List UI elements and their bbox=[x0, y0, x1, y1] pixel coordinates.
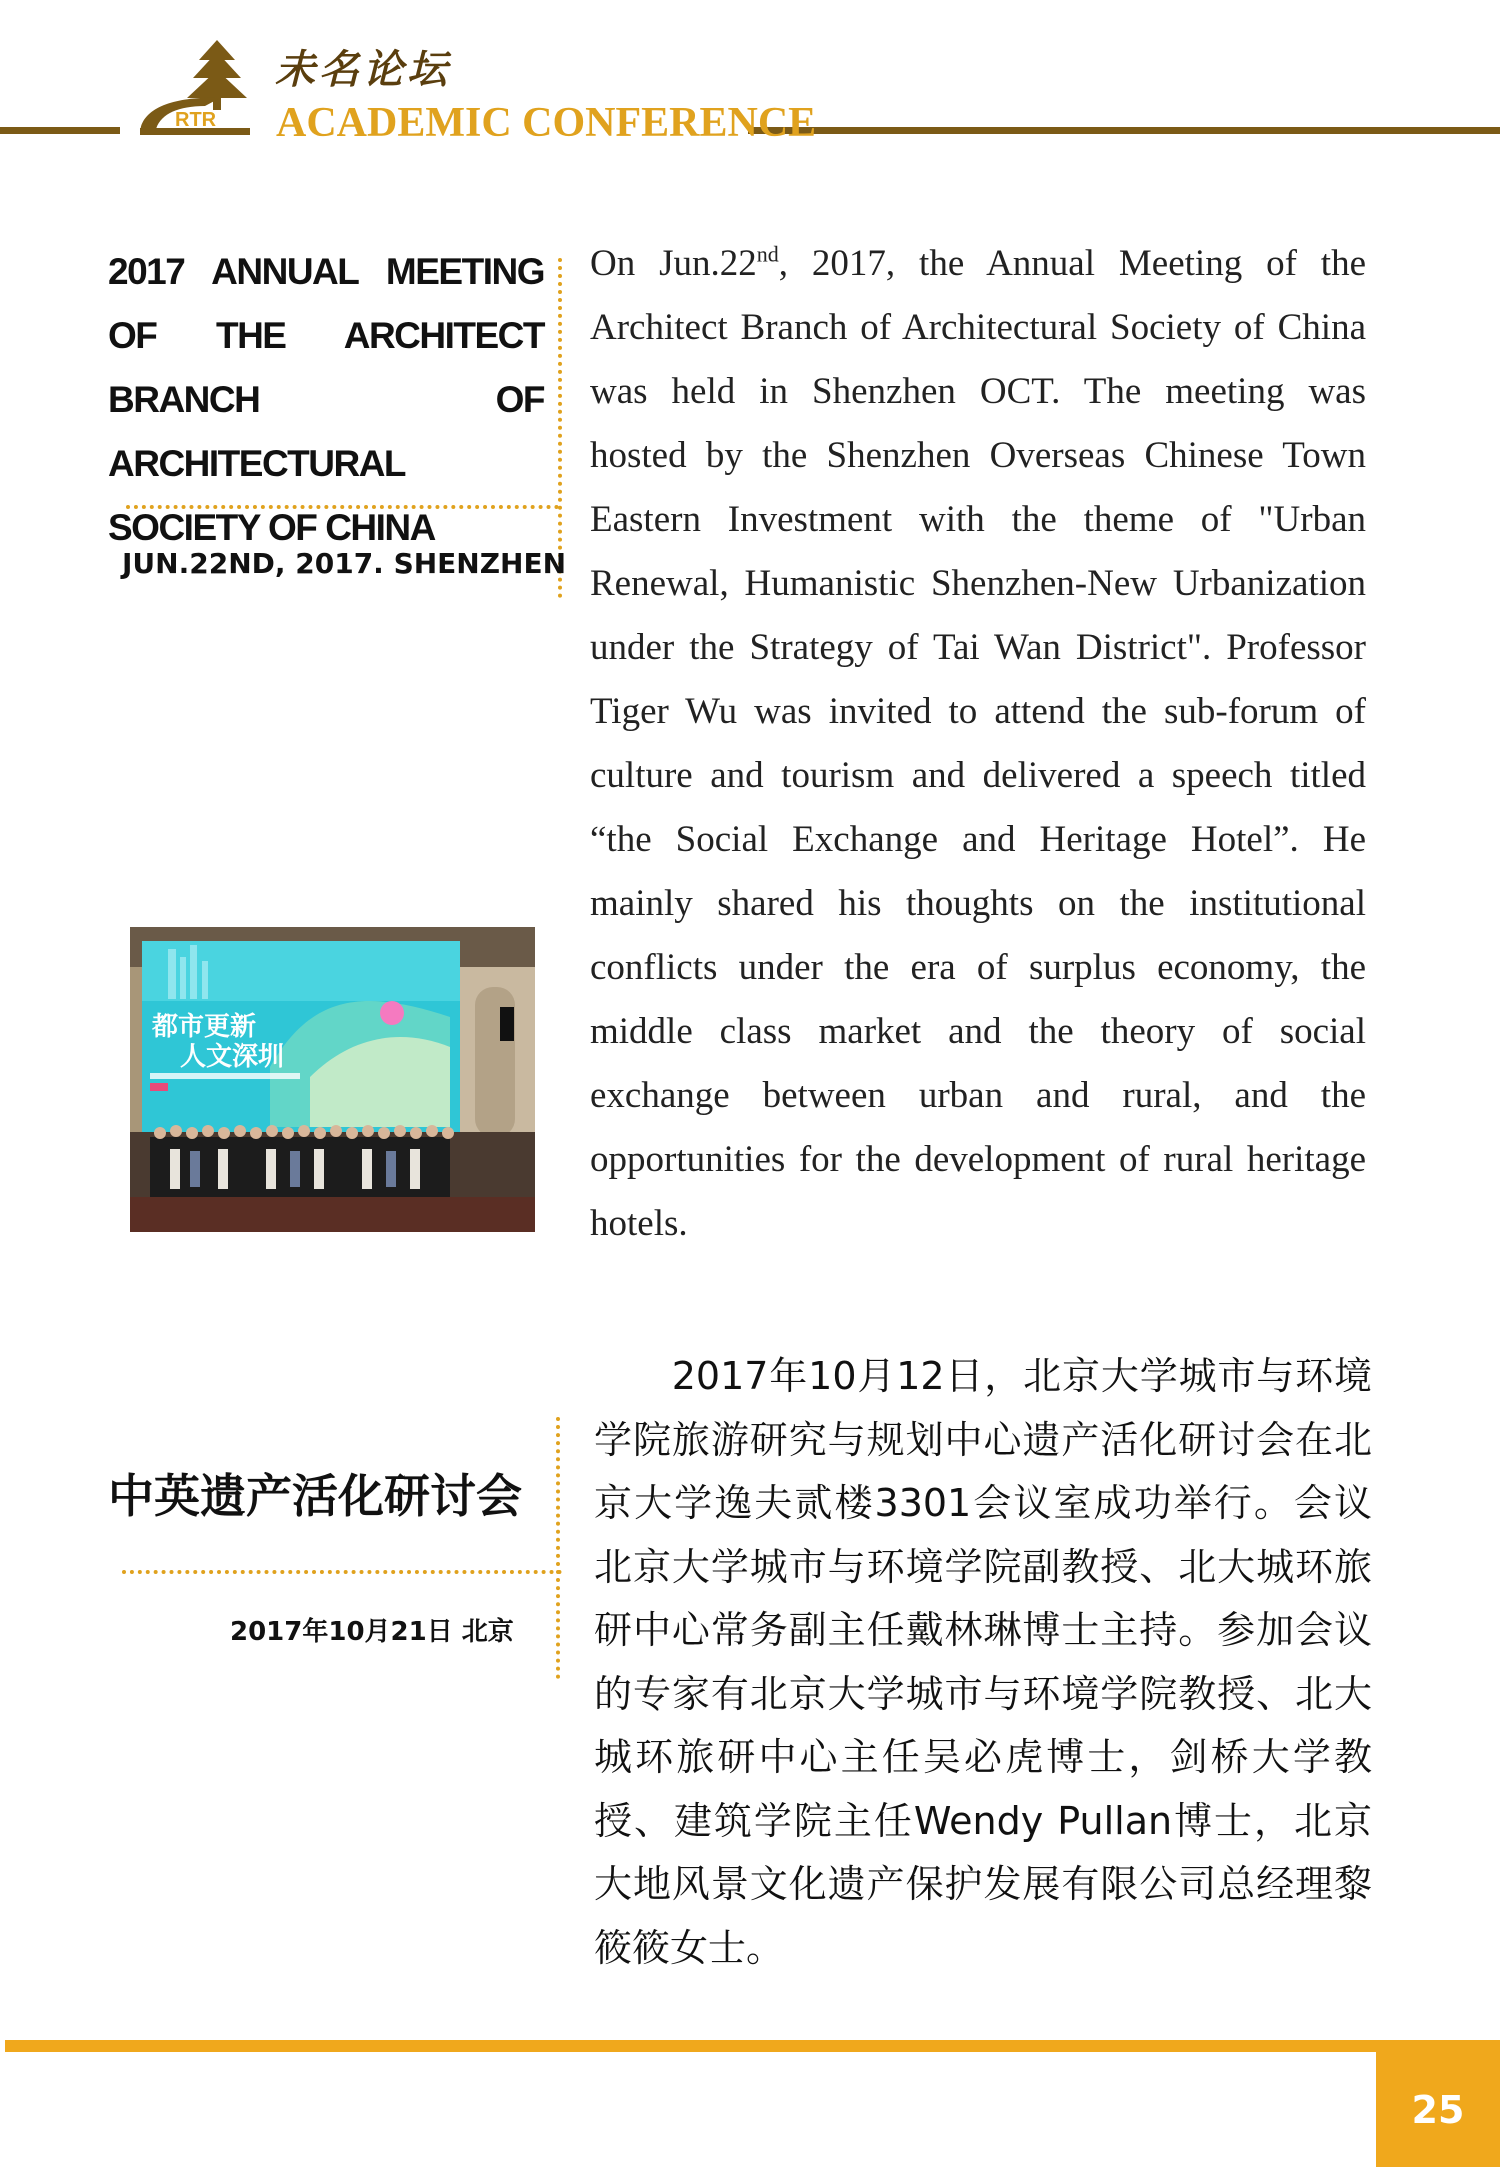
header-rule-right bbox=[748, 127, 1500, 134]
photo-screen-text-2: 人文深圳 bbox=[180, 1042, 285, 1072]
section2-date: 2017年10月21日 北京 bbox=[230, 1617, 514, 1647]
section1-body bbox=[590, 232, 1366, 1256]
forum-logo bbox=[135, 38, 260, 140]
section2-title: 中英遗产活化研讨会 bbox=[108, 1469, 522, 1523]
page-number: 25 bbox=[1411, 2088, 1465, 2132]
section2-dotted-divider bbox=[122, 1570, 562, 1574]
section1-date: JUN.22ND, 2017. SHENZHEN bbox=[122, 547, 567, 580]
photo-screen-text-1: 都市更新 bbox=[152, 1012, 257, 1042]
meeting-photo bbox=[130, 927, 535, 1232]
section1-dotted-divider bbox=[126, 505, 559, 509]
footer-rule bbox=[5, 2040, 1500, 2052]
section2-body: 2017年10月12日，北京大学城市与环境学院旅游研究与规划中心遗产活化研讨会在北京大学逸夫贰楼3301会议室成功举行。会议北京大学城市与环境学院副教授、北大城环旅研中心常务副主任戴林琳博士主持。参加会议的专家有北京大学城市与环境学院教授、北大城环旅研中心主任吴必虎博士，剑桥大学教授、建筑学院主任Wendy Pullan博士，北京大地风景文化遗产保护发展有限公司总经理黎筱筱女士。 bbox=[594, 1354, 1372, 1970]
logo-letters: RTR bbox=[175, 109, 217, 131]
section1-body-sup: nd bbox=[756, 241, 779, 267]
header-title-cn: 未名论坛 bbox=[275, 46, 451, 93]
section2-dotted-vertical bbox=[556, 1417, 560, 1679]
section1-body-start: On Jun.22 bbox=[590, 243, 757, 284]
section1-body-rest: , 2017, the Annual Meeting of the Architect Branch of Architectural Society of China was held in Shenzhen OCT. The meeting was hosted by the Shenzhen Overseas Chinese Town Eastern Investment with the theme of "Urban Renewal, Humanistic Shenzhen-New Urbanization under the Strategy of Tai Wan District". Professor Tiger Wu was invited to attend the sub-forum of culture and tourism and delivered a speech titled “the Social Exchange and Heritage Hotel”. He mainly shared his thoughts on the institutional conflicts under the era of surplus economy, the middle class market and the theory of social exchange between urban and rural, and the opportunities for the development of rural heritage hotels. bbox=[590, 243, 1366, 1244]
header-rule-left bbox=[0, 127, 120, 134]
section1-title: 2017 ANNUAL MEETING OF THE ARCHITECT BRANCH OF ARCHITECTURAL SOCIETY OF CHINA bbox=[108, 251, 544, 548]
header-title-en: ACADEMIC CONFERENCE bbox=[276, 100, 817, 146]
